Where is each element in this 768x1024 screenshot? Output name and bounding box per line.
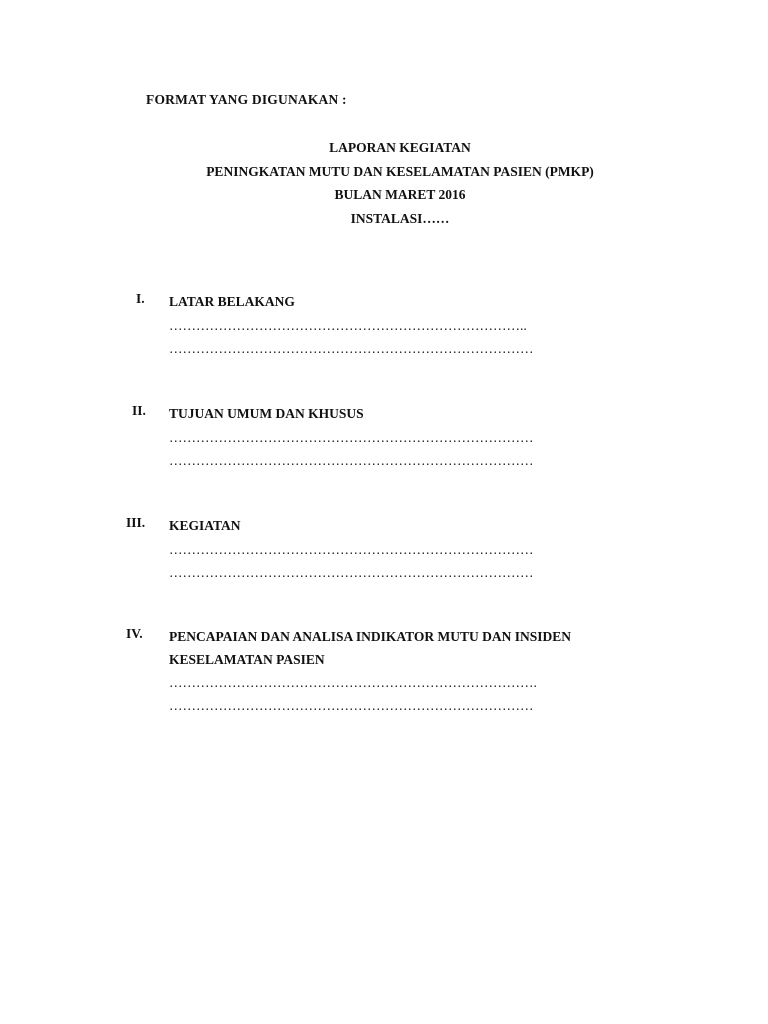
dotted-fill-line: ……………………………………………………………………… — [169, 541, 534, 557]
section-title: KEGIATAN — [169, 518, 241, 533]
section-number: II. — [132, 403, 146, 418]
section-title: LATAR BELAKANG — [169, 294, 295, 309]
report-instalasi: INSTALASI…… — [350, 210, 450, 226]
dotted-fill-line: ………………………………………………………………………. — [169, 675, 537, 690]
section-title-continued: KESELAMATAN PASIEN — [169, 651, 325, 667]
dotted-fill-line: ……………………………………………………………………… — [169, 698, 534, 713]
report-subtitle: PENINGKATAN MUTU DAN KESELAMATAN PASIEN (PMKP) — [206, 163, 594, 179]
section-body — [169, 403, 649, 472]
section-number: III. — [126, 515, 146, 530]
dotted-fill-line: ……………………………………………………………………… — [169, 340, 534, 356]
section-title: TUJUAN UMUM DAN KHUSUS — [169, 406, 364, 421]
dotted-fill-line: ……………………………………………………………………… — [169, 452, 534, 468]
dotted-fill-line: ……………………………………………………………………… — [169, 429, 534, 445]
section-body — [169, 515, 649, 584]
dotted-fill-line: …………………………………………………………………….. — [169, 317, 527, 333]
section-body — [169, 291, 649, 360]
section-body — [169, 626, 649, 717]
section-number: IV. — [126, 626, 143, 641]
dotted-fill-line: ……………………………………………………………………… — [169, 564, 534, 580]
section-title: PENCAPAIAN DAN ANALISA INDIKATOR MUTU DAN INSIDEN — [169, 629, 572, 644]
report-title-block — [0, 136, 768, 230]
section-number: I. — [136, 291, 145, 306]
report-period: BULAN MARET 2016 — [334, 187, 466, 202]
report-title: LAPORAN KEGIATAN — [329, 140, 471, 155]
format-label: FORMAT YANG DIGUNAKAN : — [146, 92, 347, 107]
